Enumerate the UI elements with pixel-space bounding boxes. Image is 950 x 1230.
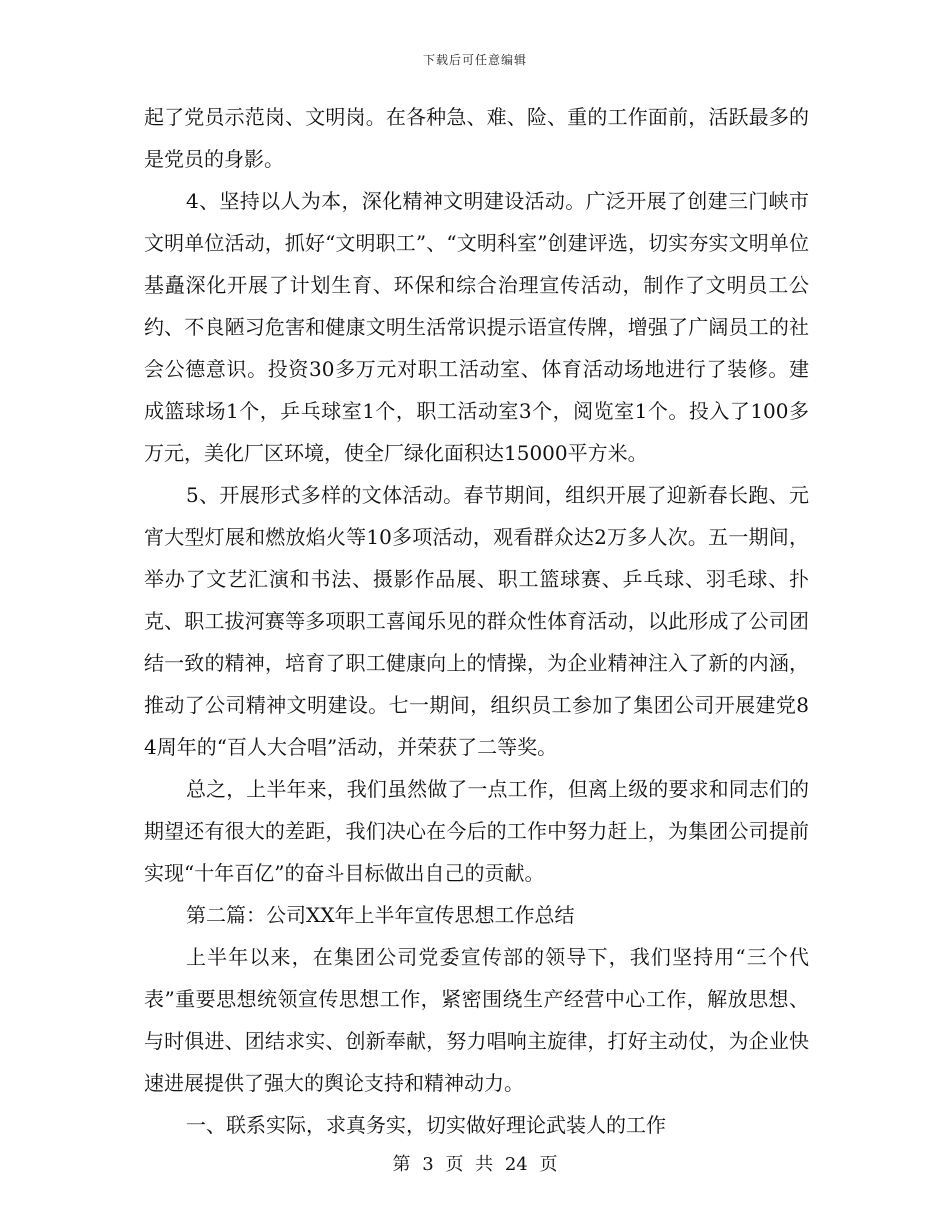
section-heading-part-two: 第二篇：公司XX年上半年宣传思想工作总结 <box>186 903 575 927</box>
body-paragraph-5: 上半年以来，在集团公司党委宣传部的领导下，我们坚持用“三个代表”重要思想统领宣传思想工作，紧密围绕生产经营中心工作，解放思想、与时俱进、团结求实、创新奉献，努力唱响主旋律，打好主动仗，为企业快速进展提供了强大的舆论支持和精神动力。 <box>144 945 809 1095</box>
subheading-one: 一、联系实际，求真务实，切实做好理论武装人的工作 <box>186 1113 666 1137</box>
page-header: 下载后可任意编辑 <box>422 53 527 67</box>
body-paragraph-3: 5、开展形式多样的文体活动。春节期间，组织开展了迎新春长跑、元宵大型灯展和燃放焰火等10多项活动，观看群众达2万多人次。五一期间，举办了文艺汇演和书法、摄影作品展、职工篮球赛、乒乓球、羽毛球、扑克、职工拔河赛等多项职工喜闻乐见的群众性体育活动，以此形成了公司团结一致的精神，培育了职工健康向上的情操，为企业精神注入了新的内涵，推动了公司精神文明建设。七一期间，组织员工参加了集团公司开展建党84周年的“百人大合唱”活动，并荣获了二等奖。 <box>144 483 809 759</box>
document-body <box>144 96 809 1146</box>
body-paragraph-2: 4、坚持以人为本，深化精神文明建设活动。广泛开展了创建三门峡市文明单位活动，抓好“文明职工”、“文明科室”创建评选，切实夯实文明单位基矗深化开展了计划生育、环保和综合治理宣传活动，制作了文明员工公约、不良陋习危害和健康文明生活常识提示语宣传牌，增强了广阔员工的社会公德意识。投资30多万元对职工活动室、体育活动场地进行了装修。建成篮球场1个，乒乓球室1个，职工活动室3个，阅览室1个。投入了100多万元，美化厂区环境，使全厂绿化面积达15000平方米。 <box>144 189 809 465</box>
body-paragraph-4: 总之，上半年来，我们虽然做了一点工作，但离上级的要求和同志们的期望还有很大的差距，我们决心在今后的工作中努力赶上，为集团公司提前实现“十年百亿”的奋斗目标做出自己的贡献。 <box>144 777 809 885</box>
page-footer: 第 3 页 共 24 页 <box>392 1154 558 1175</box>
body-paragraph-1: 起了党员示范岗、文明岗。在各种急、难、险、重的工作面前，活跃最多的是党员的身影。 <box>144 105 809 171</box>
